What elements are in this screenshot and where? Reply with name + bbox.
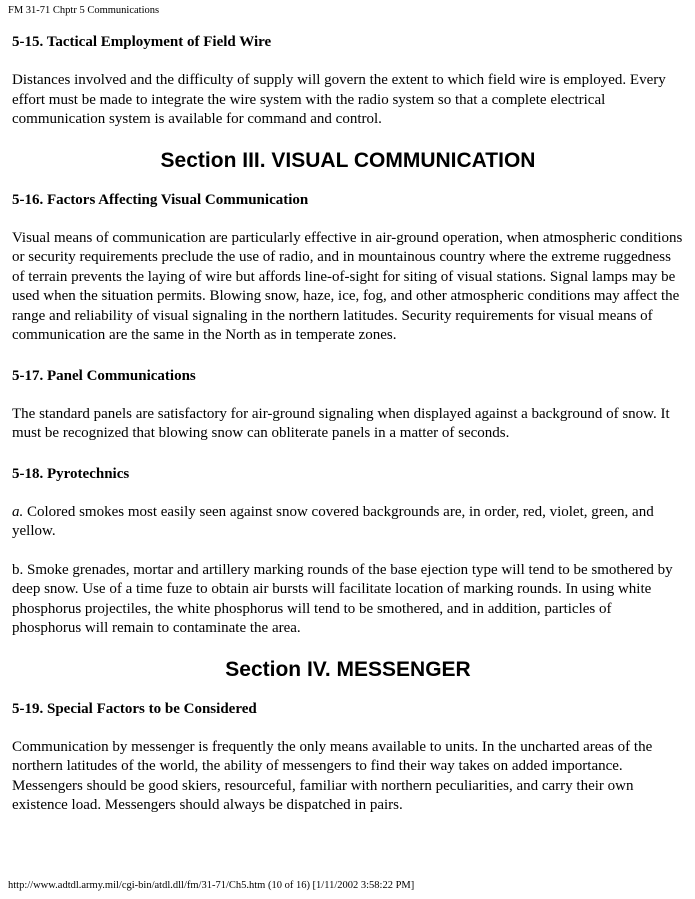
paragraph-5-16: Visual means of communication are particularly effective in air-ground operation, when atmospheric conditions or security requirements preclude the use of radio, and in mountainous country where the extreme ruggedness of terrain prevents the laying of wire but affords line-of-sight for siting of visual stations. Signal lamps may be used when the situation permits. Blowing snow, haze, ice, fog, and other atmospheric conditions may affect the range and reliability of visual signaling in the northern latitudes. Security requirements for visual means of communication are the same in the North as in temperate zones. [12, 229, 683, 343]
document-body [12, 32, 684, 816]
item-a-marker: a. [12, 503, 24, 520]
item-a-text: Colored smokes most easily seen against snow covered backgrounds are, in order, red, violet, green, and yellow. [12, 503, 654, 539]
paragraph-5-18-a [12, 503, 684, 542]
paragraph-5-19: Communication by messenger is frequently the only means available to units. In the uncharted areas of the northern latitudes of the world, the ability of messengers to find their way takes on added importance. Messengers should be good skiers, resourceful, familiar with northern peculiarities, and carry their own existence load. Messengers should always be dispatched in pairs. [12, 738, 653, 813]
heading-5-18: 5-18. Pyrotechnics [12, 465, 130, 482]
heading-5-16: 5-16. Factors Affecting Visual Communication [12, 191, 309, 208]
heading-5-17: 5-17. Panel Communications [12, 367, 196, 384]
heading-5-15: 5-15. Tactical Employment of Field Wire [12, 34, 272, 50]
heading-5-19: 5-19. Special Factors to be Considered [12, 700, 257, 717]
paragraph-5-15: Distances involved and the difficulty of supply will govern the extent to which field wire is employed. Every effort must be made to integrate the wire system with the radio system so that a complete electrical communication system is available for command and control. [12, 72, 666, 127]
running-header: FM 31-71 Chptr 5 Communications [8, 5, 160, 16]
page-footer-url: http://www.adtdl.army.mil/cgi-bin/atdl.dll/fm/31-71/Ch5.htm (10 of 16) [1/11/2002 3:58:22 PM] [8, 880, 415, 891]
paragraph-5-18-b: b. Smoke grenades, mortar and artillery marking rounds of the base ejection type will tend to be smothered by deep snow. Use of a time fuze to obtain air bursts will facilitate location of marking rounds. In using white phosphorus projectiles, the white phosphorus will tend to be smothered, and in addition, particles of phosphorus will remain to contaminate the area. [12, 561, 673, 636]
section-iv-title: Section IV. MESSENGER [225, 657, 471, 681]
section-iii-title: Section III. VISUAL COMMUNICATION [160, 148, 536, 172]
paragraph-5-17: The standard panels are satisfactory for air-ground signaling when displayed against a background of snow. It must be recognized that blowing snow can obliterate panels in a matter of seconds. [12, 405, 670, 441]
